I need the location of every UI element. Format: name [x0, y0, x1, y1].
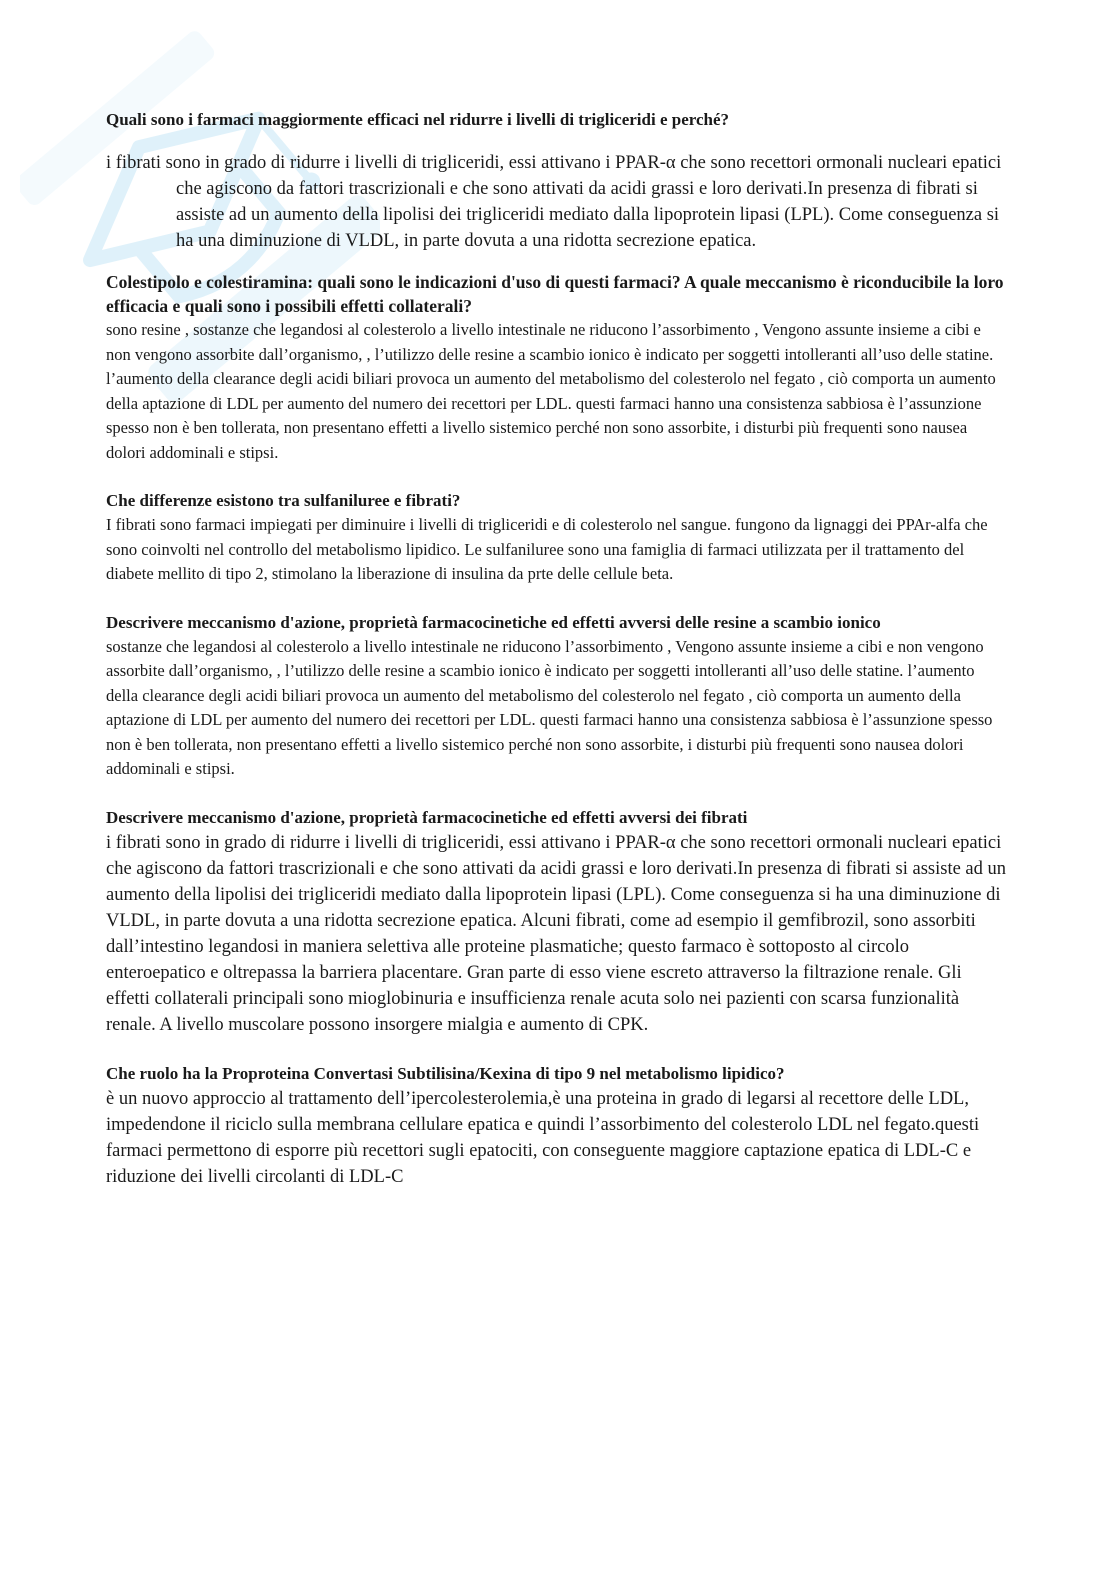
qa-section: [106, 270, 1006, 465]
answer-text: sostanze che legandosi al colesterolo a livello intestinale ne riducono l’assorbimento , Vengono assunte insieme a cibi e non vengono assorbite dall’organismo, , l’utilizzo delle resine a scambio ionico è indicato per soggetti intolleranti all’uso delle statine. l’aumento della clearance degli acidi biliari provoca un aumento del metabolismo del colesterolo nel fegato , ciò comporta un aumento della aptazione di LDL per aumento del numero dei recettori per LDL. questi farmaci hanno una consistenza sabbiosa è l’assunzione spesso non è ben tollerata, non presentano effetti a livello sistemico perché non sono assorbite, i disturbi più frequenti sono nausea dolori addominali e stipsi.: [106, 636, 993, 778]
qa-section: [106, 489, 1006, 587]
answer-text: è un nuovo approccio al trattamento dell’ipercolesterolemia,è una proteina in grado di legarsi al recettore delle LDL, impedendone il riciclo sulla membrana cellulare epatica e quindi l’assorbimento del colesterolo LDL nel fegato.questi farmaci permettono di esporre più recettori sugli epatociti, con conseguente maggiore captazione epatica di LDL-C e riduzione dei livelli circolanti di LDL-C: [106, 1088, 980, 1187]
question-heading: Descrivere meccanismo d'azione, proprietà farmacocinetiche ed effetti avversi delle resine a scambio ionico: [106, 612, 881, 632]
question-heading: Che differenze esistono tra sulfaniluree e fibrati?: [106, 491, 461, 510]
answer-text: I fibrati sono farmaci impiegati per diminuire i livelli di trigliceridi e di colesterolo nel sangue. fungono da lignaggi dei PPAr-alfa che sono coinvolti nel controllo del metabolismo lipidico. Le sulfaniluree sono una famiglia di farmaci utilizzata per il trattamento del diabete mellito di tipo 2, stimolano la liberazione di insulina da prte delle cellule beta.: [106, 515, 988, 583]
question-heading: Che ruolo ha la Proproteina Convertasi Subtilisina/Kexina di tipo 9 nel metabolismo lipidico?: [106, 1063, 785, 1083]
question-heading: Colestipolo e colestiramina: quali sono le indicazioni d'uso di questi farmaci? A quale meccanismo è riconducibile la loro efficacia e quali sono i possibili effetti collaterali?: [106, 272, 1004, 316]
answer-text: i fibrati sono in grado di ridurre i livelli di trigliceridi, essi attivano i PPAR-α che sono recettori ormonali nucleari epatici che agiscono da fattori trascrizionali e che sono attivati da acidi grassi e loro derivati.In presenza di fibrati si assiste ad un aumento della lipolisi dei trigliceridi mediato dalla lipoprotein lipasi (LPL). Come conseguenza si ha una diminuzione di VLDL, in parte dovuta a una ridotta secrezione epatica. Alcuni fibrati, come ad esempio il gemfibrozil, sono assorbiti dall’intestino legandosi in maniera selettiva alle proteine plasmatiche; questo farmaco è sottoposto al circolo enteroepatico e oltrepassa la barriera placentare. Gran parte di esso viene escreto attraverso la filtrazione renale. Gli effetti collaterali principali sono mioglobinuria e insufficienza renale acuta solo nei pazienti con scarsa funzionalità renale. A livello muscolare possono insorgere mialgia e aumento di CPK.: [106, 832, 1007, 1035]
question-heading: Descrivere meccanismo d'azione, proprietà farmacocinetiche ed effetti avversi dei fibrati: [106, 807, 748, 827]
document-page: [106, 108, 1006, 1190]
answer-text: i fibrati sono in grado di ridurre i livelli di trigliceridi, essi attivano i PPAR-α che sono recettori ormonali nucleari epatici che agiscono da fattori trascrizionali e che sono attivati da acidi grassi e loro derivati.In presenza di fibrati si assiste ad un aumento della lipolisi dei trigliceridi mediato dalla lipoprotein lipasi (LPL). Come conseguenza si ha una diminuzione di VLDL, in parte dovuta a una ridotta secrezione epatica.: [106, 153, 1002, 251]
qa-section: [106, 611, 1006, 782]
qa-section: [106, 1062, 1006, 1190]
answer-text: sono resine , sostanze che legandosi al colesterolo a livello intestinale ne riducono l’assorbimento , Vengono assunte insieme a cibi e non vengono assorbite dall’organismo, , l’utilizzo delle resine a scambio ionico è indicato per soggetti intolleranti all’uso delle statine. l’aumento della clearance degli acidi biliari provoca un aumento del metabolismo del colesterolo nel fegato , ciò comporta un aumento della aptazione di LDL per aumento del numero dei recettori per LDL. questi farmaci hanno una consistenza sabbiosa è l’assunzione spesso non è ben tollerata, non presentano effetti a livello sistemico perché non sono assorbite, i disturbi più frequenti sono nausea dolori addominali e stipsi.: [106, 320, 996, 462]
qa-section: [106, 108, 1006, 254]
question-heading: Quali sono i farmaci maggiormente efficaci nel ridurre i livelli di trigliceridi e perché?: [106, 110, 730, 129]
qa-section: [106, 806, 1006, 1038]
